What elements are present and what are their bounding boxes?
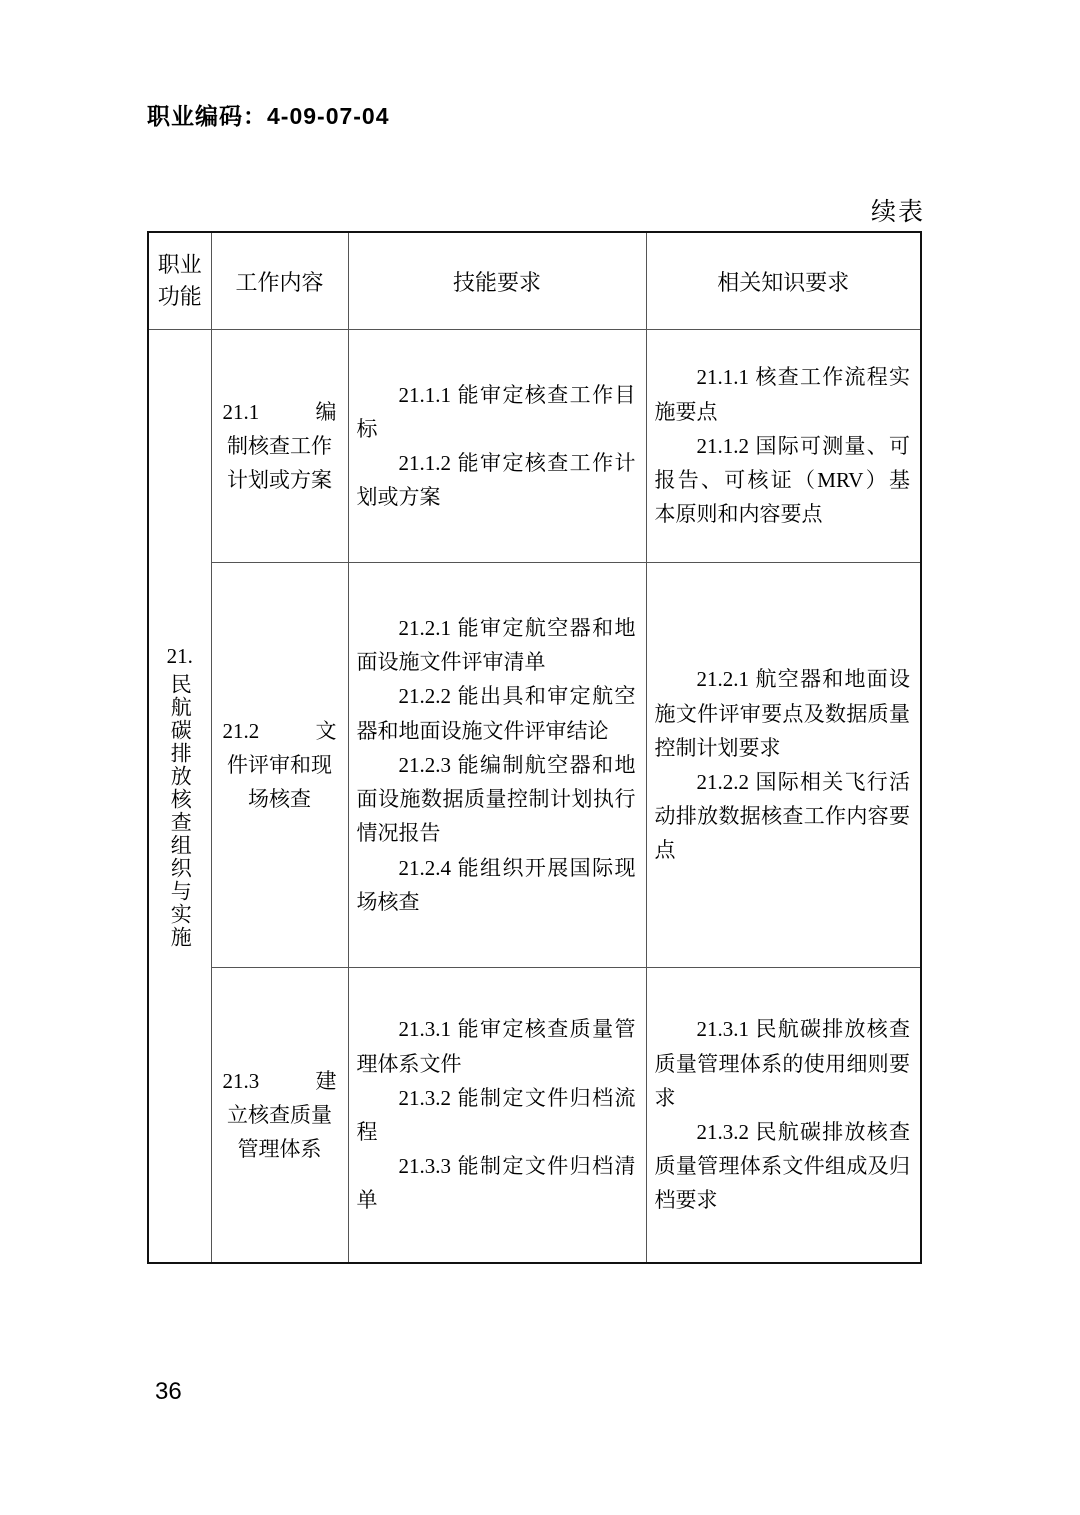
skill-requirements-cell	[348, 968, 646, 1264]
work-content-number: 21.1	[222, 399, 260, 424]
occupational-function-cell	[148, 330, 211, 1264]
occupational-skill-table	[147, 231, 922, 1264]
knowledge-item: 21.3.2 民航碳排放核查质量管理体系文件组成及归档要求	[654, 1120, 910, 1213]
skill-requirements-cell	[348, 563, 646, 968]
work-content-line3: 管理体系	[237, 1137, 322, 1161]
work-content-line2: 件评审和现	[227, 752, 332, 777]
work-content-cell	[211, 968, 348, 1264]
skill-item: 21.3.1 能审定核查质量管理体系文件	[356, 1017, 636, 1076]
work-content-line1	[221, 395, 339, 429]
table-row	[148, 968, 921, 1264]
knowledge-item: 21.1.1 核查工作流程实施要点	[654, 365, 910, 424]
skill-item: 21.1.1 能审定核查工作目标	[356, 382, 636, 441]
header-occupational-function-line2: 功能	[157, 284, 202, 309]
skill-item: 21.2.4 能组织开展国际现场核查	[356, 855, 636, 914]
work-content-line1	[221, 1064, 339, 1098]
skill-item: 21.3.2 能制定文件归档流程	[356, 1085, 636, 1144]
function-number: 21.	[166, 643, 193, 668]
skill-item: 21.3.3 能制定文件归档清单	[356, 1154, 636, 1213]
continued-table-label: 续表	[870, 199, 925, 226]
header-work-content: 工作内容	[211, 232, 348, 330]
work-content-number: 21.2	[222, 718, 260, 743]
knowledge-item: 21.1.2 国际可测量、可报告、可核证（MRV）基本原则和内容要点	[654, 433, 910, 527]
work-content-line2: 制核查工作	[227, 433, 332, 458]
header-occupational-function-line1: 职业	[157, 252, 202, 278]
knowledge-requirements-cell	[646, 563, 921, 968]
work-content-line2: 立核查质量	[227, 1102, 332, 1127]
work-content-line3: 场核查	[248, 787, 311, 811]
skill-item: 21.2.3 能编制航空器和地面设施数据质量控制计划执行情况报告	[356, 752, 636, 846]
work-content-line1	[221, 714, 339, 748]
header-occupational-function	[148, 232, 211, 330]
knowledge-item: 21.2.2 国际相关飞行活动排放数据核查工作内容要点	[654, 770, 910, 863]
function-vertical-text: 民航碳排放核查组织与实施	[168, 672, 193, 949]
work-content-word: 文	[315, 718, 337, 743]
work-content-cell	[211, 330, 348, 563]
work-content-line3: 计划或方案	[227, 468, 332, 492]
work-content-number: 21.3	[222, 1068, 260, 1093]
knowledge-item: 21.2.1 航空器和地面设施文件评审要点及数据质量控制计划要求	[654, 667, 910, 760]
knowledge-item: 21.3.1 民航碳排放核查质量管理体系的使用细则要求	[654, 1017, 910, 1110]
running-head: 职业编码：4-09-07-04	[147, 103, 390, 129]
work-content-word: 建	[315, 1068, 337, 1093]
table-row	[148, 563, 921, 968]
table-row	[148, 330, 921, 563]
work-content-word: 编	[315, 399, 337, 424]
skill-item: 21.1.2 能审定核查工作计划或方案	[356, 451, 636, 510]
skill-item: 21.2.1 能审定航空器和地面设施文件评审清单	[356, 616, 636, 675]
header-knowledge-requirements: 相关知识要求	[646, 232, 921, 330]
knowledge-requirements-cell	[646, 330, 921, 563]
table-header-row	[148, 232, 921, 330]
header-skill-requirements: 技能要求	[348, 232, 646, 330]
skill-requirements-cell	[348, 330, 646, 563]
work-content-cell	[211, 563, 348, 968]
skill-item: 21.2.2 能出具和审定航空器和地面设施文件评审结论	[356, 684, 636, 743]
knowledge-requirements-cell	[646, 968, 921, 1264]
page-number: 36	[155, 1378, 182, 1405]
